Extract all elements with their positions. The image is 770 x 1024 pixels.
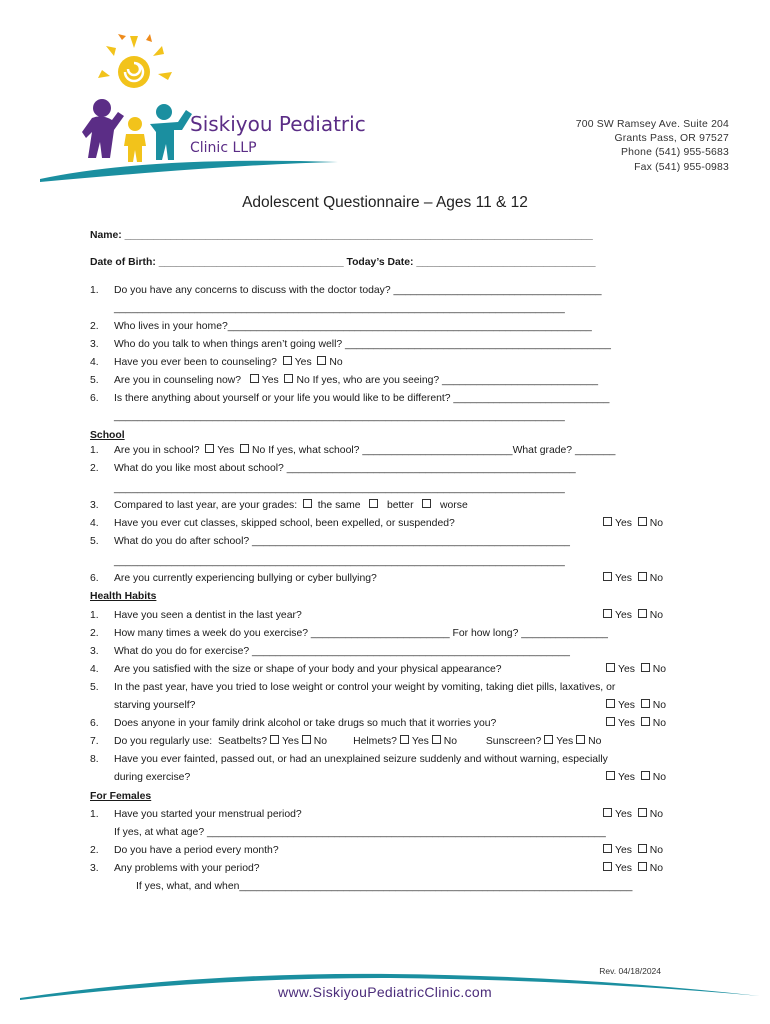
helmet-yes-checkbox[interactable] (400, 735, 409, 744)
period-problems-field[interactable]: If yes, what, and when____________________________________________________________________ (136, 881, 633, 892)
q-num: 2. (90, 628, 99, 639)
yes-no-options (606, 771, 666, 785)
yes-checkbox[interactable] (603, 808, 612, 817)
yes-label: Yes (618, 718, 635, 729)
dob-field[interactable]: Date of Birth: ________________________________ Today’s Date: _______________________________ (90, 257, 596, 268)
worse-label: worse (440, 500, 468, 511)
clinic-name-2: Clinic LLP (190, 140, 257, 156)
question-counseling-ever (114, 356, 343, 370)
question-talk[interactable]: Who do you talk to when things aren’t going well? ______________________________________________ (114, 339, 611, 350)
no-label: No (649, 809, 664, 820)
q-num: 1. (90, 445, 99, 456)
no-label: No (649, 863, 664, 874)
question-body-satisfied: Are you satisfied with the size or shape of your body and your physical appearance? (114, 664, 502, 675)
q-num: 3. (90, 339, 99, 350)
no-label: No (649, 573, 664, 584)
logo-swoosh (40, 161, 338, 182)
no-label: No (443, 736, 457, 747)
yes-checkbox[interactable] (606, 771, 615, 780)
yes-no-options (606, 663, 666, 677)
yes-no-options (603, 572, 663, 586)
no-label: No (652, 718, 667, 729)
helmets-label: Helmets? (353, 736, 397, 747)
no-label: No (652, 772, 667, 783)
yes-label: Yes (618, 700, 635, 711)
yes-no-options (606, 717, 666, 731)
yes-label: Yes (615, 809, 632, 820)
yes-checkbox[interactable] (606, 717, 615, 726)
no-label: No (296, 375, 310, 386)
helmet-no-checkbox[interactable] (432, 735, 441, 744)
seatbelt-yes-checkbox[interactable] (270, 735, 279, 744)
q-num: 2. (90, 845, 99, 856)
yes-label: Yes (615, 518, 632, 529)
yes-label: Yes (615, 610, 632, 621)
yes-no-options (603, 609, 663, 623)
question-weight-control: In the past year, have you tried to lose weight or control your weight by vomiting, taking diet pills, laxatives, or (114, 682, 616, 693)
q-num: 1. (90, 285, 99, 296)
question-cut-classes: Have you ever cut classes, skipped school, been expelled, or suspended? (114, 518, 455, 529)
yes-checkbox[interactable] (603, 862, 612, 871)
no-label: No (252, 445, 266, 456)
yes-no-options (603, 862, 663, 876)
yes-checkbox[interactable] (603, 844, 612, 853)
same-checkbox[interactable] (303, 499, 312, 508)
yes-checkbox[interactable] (603, 517, 612, 526)
no-label: No (588, 736, 602, 747)
question-period-started: Have you started your menstrual period? (114, 809, 302, 820)
q-num: 4. (90, 518, 99, 529)
yes-no-options (603, 808, 663, 822)
period-age-field[interactable]: If yes, at what age? _____________________________________________________________________ (114, 827, 606, 838)
q-num: 7. (90, 736, 99, 747)
q-num: 6. (90, 573, 99, 584)
question-in-school (114, 444, 615, 458)
question-text: Compared to last year, are your grades: (114, 500, 298, 511)
section-females: For Females (90, 791, 152, 802)
no-label: No (329, 357, 343, 368)
question-dentist: Have you seen a dentist in the last year? (114, 610, 302, 621)
q-num: 4. (90, 664, 99, 675)
question-text: Have you ever been to counseling? (114, 357, 277, 368)
answer-line[interactable]: ______________________________________________________________________________ (114, 556, 565, 567)
yes-label: Yes (618, 664, 635, 675)
fax: Fax (541) 955-0983 (634, 161, 729, 173)
yes-label: Yes (294, 357, 312, 368)
question-family-alcohol: Does anyone in your family drink alcohol or take drugs so much that it worries you? (114, 718, 497, 729)
question-weight-control-cont: starving yourself? (114, 700, 196, 711)
no-checkbox[interactable] (638, 609, 647, 618)
yes-checkbox[interactable] (250, 374, 259, 383)
clinic-address (576, 118, 729, 175)
no-checkbox[interactable] (641, 699, 650, 708)
no-checkbox[interactable] (641, 717, 650, 726)
q-num: 5. (90, 375, 99, 386)
no-label: No (652, 700, 667, 711)
sun-icon (98, 34, 172, 88)
who-seeing-field[interactable]: If yes, who are you seeing? ___________________________ (312, 375, 599, 386)
better-checkbox[interactable] (369, 499, 378, 508)
no-label: No (652, 664, 667, 675)
question-text: Are you in school? (114, 445, 200, 456)
no-checkbox[interactable] (638, 572, 647, 581)
q-num: 8. (90, 754, 99, 765)
no-checkbox[interactable] (317, 356, 326, 365)
sunscreen-label: Sunscreen? (485, 736, 542, 747)
better-label: better (386, 500, 414, 511)
question-like-school[interactable]: What do you like most about school? __________________________________________________ (114, 463, 576, 474)
question-different[interactable]: Is there anything about yourself or your life you would like to be different? ___________________________ (114, 393, 610, 404)
yes-no-options (606, 699, 666, 713)
question-text: Are you in counseling now? (114, 375, 242, 386)
question-grades (114, 499, 468, 513)
name-field[interactable]: Name: _________________________________________________________________________________ (90, 230, 593, 241)
address-line: 700 SW Ramsey Ave. Suite 204 (575, 119, 729, 130)
question-exercise-times[interactable]: How many times a week do you exercise? ________________________ For how long? _______________ (114, 628, 608, 639)
yes-no-options (603, 844, 663, 858)
yes-checkbox[interactable] (606, 663, 615, 672)
q-num: 4. (90, 357, 99, 368)
yes-label: Yes (615, 863, 632, 874)
address-city: Grants Pass, OR 97527 (614, 133, 729, 145)
revision-date: Rev. 04/18/2024 (599, 966, 661, 976)
section-health: Health Habits (90, 591, 157, 602)
no-checkbox[interactable] (284, 374, 293, 383)
answer-line[interactable]: ______________________________________________________________________________ (114, 483, 565, 494)
yes-label: Yes (556, 736, 574, 747)
q-num: 5. (90, 682, 99, 693)
question-bullying: Are you currently experiencing bullying or cyber bullying? (114, 573, 377, 584)
yes-checkbox[interactable] (606, 699, 615, 708)
q-num: 6. (90, 718, 99, 729)
yes-checkbox[interactable] (205, 444, 214, 453)
yes-label: Yes (618, 772, 635, 783)
clinic-name: Siskiyou Pediatric (190, 112, 366, 136)
phone: Phone (541) 955-5683 (621, 147, 729, 159)
worse-checkbox[interactable] (422, 499, 431, 508)
sunscreen-yes-checkbox[interactable] (544, 735, 553, 744)
same-label: the same (317, 500, 361, 511)
question-period-monthly: Do you have a period every month? (114, 845, 279, 856)
yes-checkbox[interactable] (283, 356, 292, 365)
no-label: No (313, 736, 328, 747)
no-checkbox[interactable] (641, 771, 650, 780)
yes-no-options (603, 517, 663, 531)
answer-line[interactable]: ______________________________________________________________________________ (114, 411, 565, 422)
question-concerns[interactable]: Do you have any concerns to discuss with the doctor today? ____________________________________ (114, 285, 602, 296)
yes-label: Yes (281, 736, 299, 747)
yes-label: Yes (217, 445, 235, 456)
q-num: 2. (90, 463, 99, 474)
yes-checkbox[interactable] (603, 572, 612, 581)
question-text: Do you regularly use: Seatbelts? (114, 736, 268, 747)
question-home[interactable]: Who lives in your home?_______________________________________________________________ (114, 321, 592, 332)
yes-label: Yes (615, 845, 632, 856)
no-checkbox[interactable] (638, 844, 647, 853)
q-num: 3. (90, 500, 99, 511)
question-exercise-type[interactable]: What do you do for exercise? _______________________________________________________ (114, 646, 570, 657)
website-url[interactable]: www.SiskiyouPediatricClinic.com (278, 984, 492, 1000)
yes-label: Yes (615, 573, 632, 584)
page-title: Adolescent Questionnaire – Ages 11 & 12 (242, 194, 528, 211)
seatbelt-no-checkbox[interactable] (302, 735, 311, 744)
question-safety (114, 735, 601, 749)
question-period-problems: Any problems with your period? (114, 863, 260, 874)
no-label: No (649, 845, 664, 856)
question-fainted-cont: during exercise? (114, 772, 191, 783)
no-checkbox[interactable] (641, 663, 650, 672)
no-label: No (649, 610, 664, 621)
yes-checkbox[interactable] (603, 609, 612, 618)
q-num: 1. (90, 610, 99, 621)
clinic-logo (38, 34, 378, 184)
no-checkbox[interactable] (638, 517, 647, 526)
no-checkbox[interactable] (638, 862, 647, 871)
no-checkbox[interactable] (638, 808, 647, 817)
question-counseling-now (114, 374, 598, 388)
question-after-school[interactable]: What do you do after school? _______________________________________________________ (114, 536, 570, 547)
question-fainted: Have you ever fainted, passed out, or had an unexplained seizure suddenly and without warning, especially (114, 754, 608, 765)
sunscreen-no-checkbox[interactable] (576, 735, 585, 744)
yes-label: Yes (261, 375, 279, 386)
yes-label: Yes (411, 736, 429, 747)
section-school: School (90, 430, 125, 441)
q-num: 1. (90, 809, 99, 820)
q-num: 3. (90, 646, 99, 657)
no-label: No (649, 518, 664, 529)
answer-line[interactable]: ______________________________________________________________________________ (114, 303, 565, 314)
q-num: 2. (90, 321, 99, 332)
children-icon (82, 99, 192, 162)
q-num: 5. (90, 536, 99, 547)
q-num: 6. (90, 393, 99, 404)
school-field[interactable]: If yes, what school? __________________________What grade? _______ (268, 445, 616, 456)
q-num: 3. (90, 863, 99, 874)
no-checkbox[interactable] (240, 444, 249, 453)
